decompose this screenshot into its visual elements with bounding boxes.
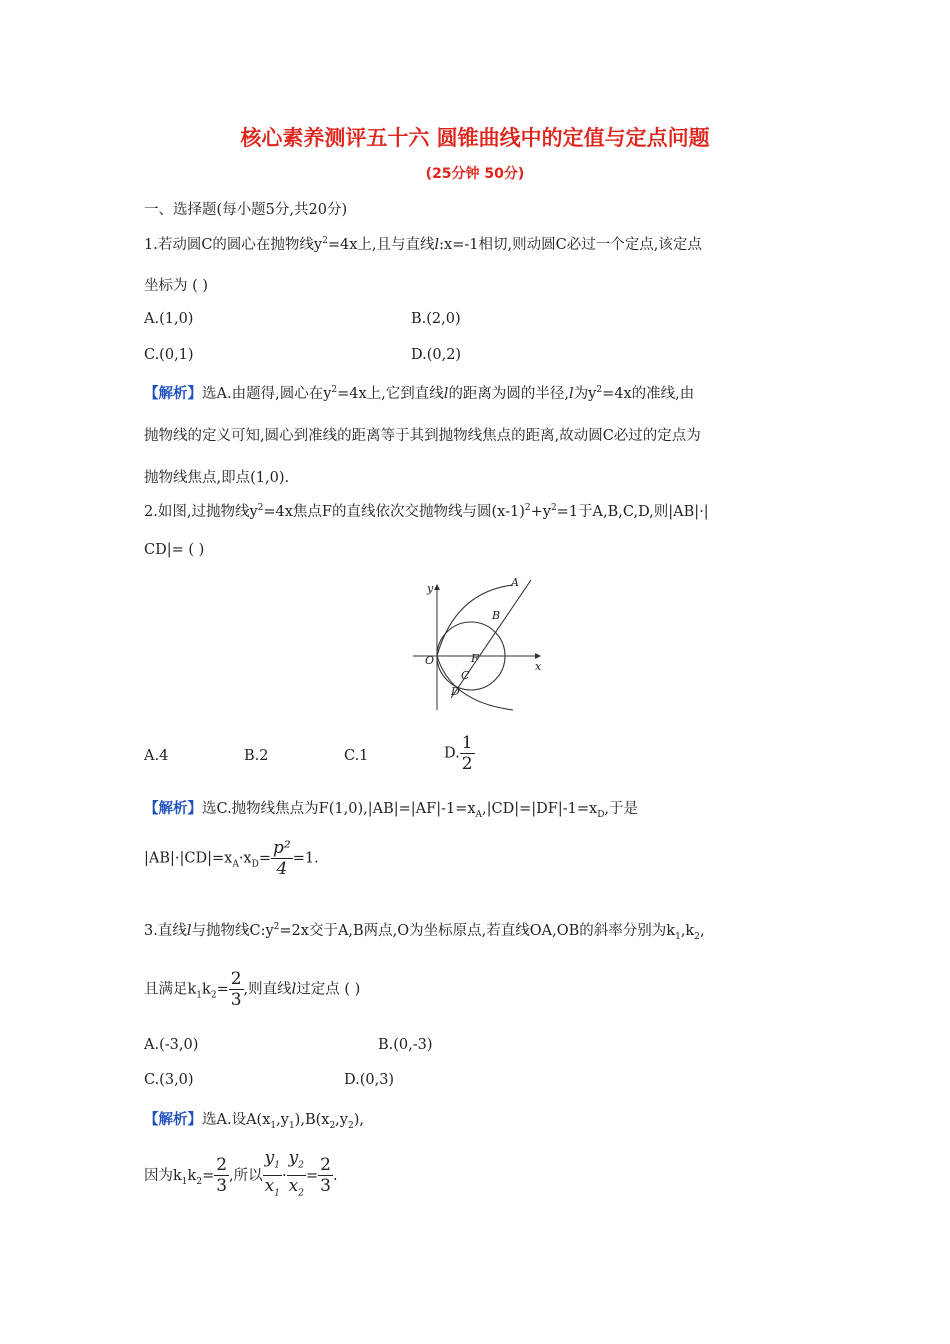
q2-option-d: D. $\frac{1}{2}$ (444, 733, 473, 774)
page-subtitle: (25分钟 50分) (425, 166, 525, 182)
q2-stem-line1: 2.如图,过抛物线$y^2=4x$焦点F的直线依次交抛物线与圆$(x-1)^2+y^2=1$于A,B,C,D,则|AB|·| (144, 503, 709, 520)
label-x: x (535, 660, 542, 673)
q2-solution-line2: $|AB|\cdot|CD|=x_A\cdot x_D=$ $\frac{\text{p²}}{4}$ =1. (144, 838, 319, 879)
q3-option-b: B.(0,-3) (378, 1037, 433, 1053)
label-a: A (511, 576, 519, 589)
y-axis-arrow (434, 584, 440, 590)
fraction-y2-over-x2: $\frac{y_2}{x_2}$ (288, 1148, 304, 1199)
solution-tag: 【解析】 (144, 386, 202, 402)
solution-tag: 【解析】 (144, 801, 202, 817)
fraction-p2-over-4: $\frac{\text{p²}}{4}$ (273, 838, 291, 879)
fraction-two-thirds: $\frac{2}{3}$ (320, 1155, 331, 1197)
page-title: 核心素养测评五十六 圆锥曲线中的定值与定点问题 (240, 126, 710, 150)
q3-solution-line1: 【解析】选A.设$A(x_1,y_1),B(x_2,y_2)$, (144, 1112, 364, 1131)
parabola-curve (437, 585, 513, 710)
fraction-two-thirds: $\frac{2}{3}$ (230, 969, 242, 1010)
q3-stem-line2: 且满足$k_1k_2=$ $\frac{2}{3}$ ,则直线l过定点 ( ) (144, 969, 361, 1010)
q2-option-c: C.1 (344, 748, 369, 764)
label-d: D (451, 685, 460, 698)
q3-option-a: A.(-3,0) (144, 1037, 199, 1053)
q1-option-d: D.(0,2) (411, 347, 462, 363)
label-c: C (461, 669, 470, 682)
label-o: O (425, 654, 435, 667)
q1-solution-line2: 抛物线的定义可知,圆心到准线的距离等于其到抛物线焦点的距离,故动圆C必过的定点为 (144, 428, 701, 444)
q1-stem-line2: 坐标为 ( ) (144, 278, 209, 294)
q1-solution-line1: 【解析】选A.由题得,圆心在$y^2=4x$上,它到直线l的距离为圆的半径,l为$y^2=4x$的准线,由 (144, 385, 695, 402)
q1-stem-line1: 1.若动圆C的圆心在抛物线$y^2=4x$上,且与直线l:x=-1相切,则动圆C必过一个定点,该定点 (144, 236, 702, 253)
q3-option-d: D.(0,3) (344, 1072, 395, 1088)
q3-solution-line2: 因为$k_1k_2=$ $\frac{2}{3}$ ,所以 $\frac{y_1}{x_1}$ · $\frac{y_2}{x_2}$ = $\frac{2}{3}$ . (144, 1148, 338, 1204)
q2-option-b: B.2 (244, 748, 269, 764)
section-heading: 一、选择题(每小题5分,共20分) (144, 202, 348, 218)
q3-stem-line1: 3.直线l与抛物线$C:y^2=2x$交于A,B两点,O为坐标原点,若直线OA,OB的斜率分别为$k_1,k_2$, (144, 922, 705, 942)
q2-solution-line1: 【解析】选C.抛物线焦点为$F(1,0),|AB|=|AF|-1=x_A,|CD|=|DF|-1=x_D$,于是 (144, 801, 639, 820)
fraction-two-thirds: $\frac{2}{3}$ (216, 1155, 228, 1197)
q1-solution-line3: 抛物线焦点,即点(1,0). (144, 470, 290, 486)
label-b: B (492, 609, 501, 622)
x-axis-arrow (535, 653, 541, 659)
parabola-circle-figure (405, 570, 555, 715)
fraction-one-half: $\frac{1}{2}$ (461, 733, 473, 774)
q3-option-c: C.(3,0) (144, 1072, 194, 1088)
label-f: F (471, 652, 479, 665)
label-y: y (427, 582, 434, 595)
q1-option-b: B.(2,0) (411, 311, 461, 327)
solution-tag: 【解析】 (144, 1112, 202, 1128)
q2-option-a: A.4 (144, 748, 169, 764)
q2-stem-line2: CD|= ( ) (144, 542, 205, 558)
q1-option-a: A.(1,0) (144, 311, 194, 327)
fraction-y1-over-x1: $\frac{y_1}{x_1}$ (264, 1148, 280, 1199)
q1-option-c: C.(0,1) (144, 347, 194, 363)
